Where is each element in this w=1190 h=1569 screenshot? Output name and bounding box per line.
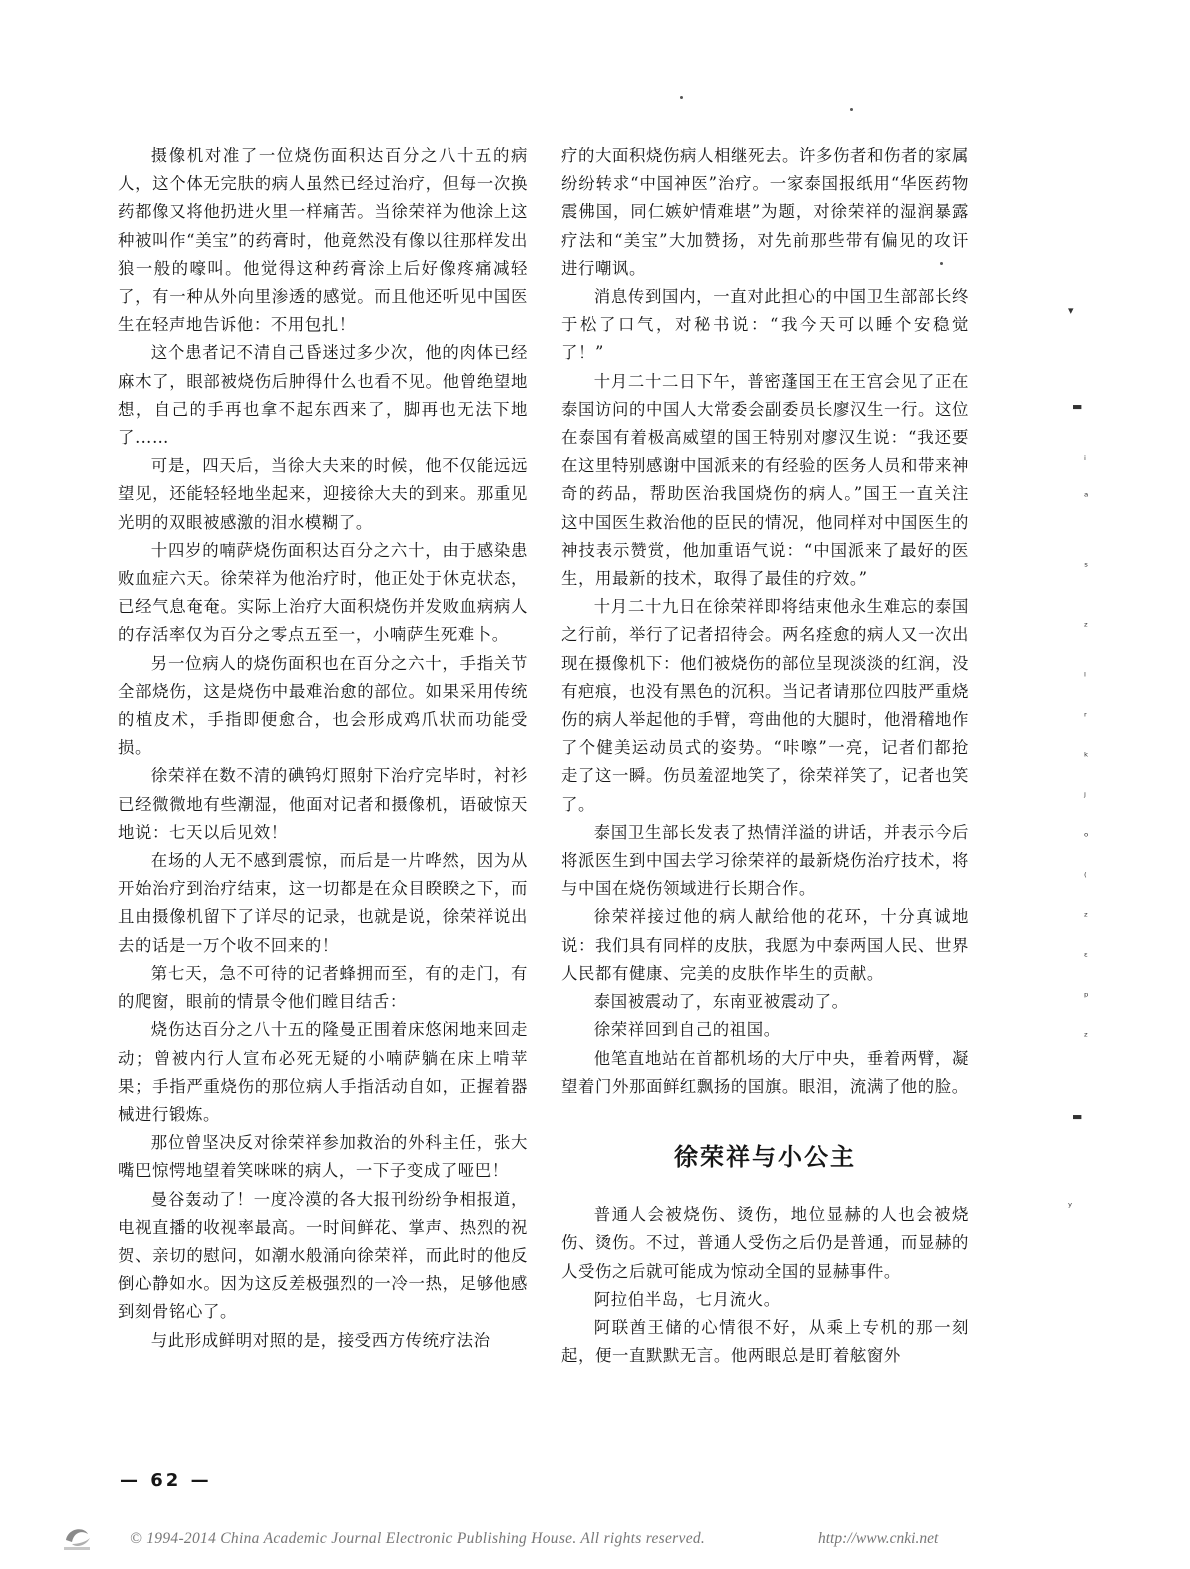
paragraph: 泰国被震动了，东南亚被震动了。 [593,992,849,1012]
scan-mark: ᶻ [1084,1030,1089,1043]
paragraph: 十月二十二日下午，普密蓬国王在王宫会见了正在泰国访问的中国人大常委会副委员长廖汉生一行。这位在泰国有着极高威望的国王特别对廖汉生说：“我还要在这里特别感谢中国派来的有经验的医务人员和带来神奇的药品，帮助医治我国烧伤的病人。”国王一直关注这中国医生救治他的臣民的情况，他同样对中国医生的神技表示赞赏，他加重语气说：“中国派来了最好的医生，用最新的技术，取得了最佳的疗效。” [561,371,969,589]
paragraph: 徐荣祥接过他的病人献给他的花环，十分真诚地说：我们具有同样的皮肤，我愿为中泰两国人民、世界人民都有健康、完美的皮肤作毕生的贡献。 [561,907,969,983]
paragraph: 烧伤达百分之八十五的隆曼正围着床悠闲地来回走动；曾被内行人宣布必死无疑的小喃萨躺在床上啃苹果；手指严重烧伤的那位病人手指活动自如，正握着器械进行锻炼。 [118,1020,528,1124]
left-column [118,142,528,1355]
right-column [561,142,969,1370]
copyright-notice: © 1994-2014 China Academic Journal Electronic Publishing House. All rights reserved. [130,1530,706,1547]
paragraph: 阿拉伯半岛，七月流火。 [593,1289,781,1309]
scan-mark: ˢ [1084,560,1089,573]
paragraph: 这个患者记不清自己昏迷过多少次，他的肉体已经麻木了，眼部被烧伤后肿得什么也看不见。他曾绝望地想，自己的手再也拿不起东西来了，脚再也无法下地了…… [118,343,528,448]
paragraph: 泰国卫生部长发表了热情洋溢的讲话，并表示今后将派医生到中国去学习徐荣祥的最新烧伤治疗技术，将与中国在烧伤领域进行长期合作。 [561,822,969,899]
section-title: 徐荣祥与小公主 [674,1142,856,1171]
paragraph: 普通人会被烧伤、烫伤，地位显赫的人也会被烧伤、烫伤。不过，普通人受伤之后仍是普通，而显赫的人受伤之后就可能成为惊动全国的显赫事件。 [561,1205,969,1281]
scan-mark: ᵋ [1084,950,1088,963]
scan-mark: ˡ [1084,670,1086,683]
paragraph: 徐荣祥回到自己的祖国。 [593,1020,781,1040]
scan-mark: ᵏ [1084,750,1089,763]
page-number: — 62 — [120,1470,212,1491]
scan-speck [850,108,853,111]
scan-mark: ▬ [1072,1110,1083,1123]
scan-mark: ᵖ [1084,990,1089,1003]
scan-margin-marks [1060,290,1120,1230]
scan-speck [680,96,683,99]
cnki-logo-icon [60,1520,96,1552]
paragraph: 另一位病人的烧伤面积也在百分之六十，手指关节全部烧伤，这是烧伤中最难治愈的部位。如果采用传统的植皮术，手指即便愈合，也会形成鸡爪状而功能受损。 [118,653,528,758]
paragraph: 阿联酋王储的心情很不好，从乘上专机的那一刻起，便一直默默无言。他两眼总是盯着舷窗外 [561,1317,969,1366]
paragraph: 摄像机对准了一位烧伤面积达百分之八十五的病人，这个体无完肤的病人虽然已经过治疗，但每一次换药都像又将他扔进火里一样痛苦。当徐荣祥为他涂上这种被叫作“美宝”的药膏时，他竟然没有像以往那样发出狼一般的嚎叫。他觉得这种药膏涂上后好像疼痛减轻了，有一种从外向里渗透的感觉。而且他还听见中国医生在轻声地告诉他：不用包扎！ [118,146,528,335]
scan-mark: ᵢ [1084,450,1086,463]
scan-mark: ⁽ [1084,870,1087,883]
scan-mark: ʳ [1084,710,1087,723]
paragraph: 他笔直地站在首都机场的大厅中央，垂着两臂，凝望着门外那面鲜红飘扬的国旗。眼泪，流满了他的脸。 [561,1048,969,1096]
scan-mark: ᶻ [1084,620,1089,633]
paragraph: 可是，四天后，当徐大夫来的时候，他不仅能远远望见，还能轻轻地坐起来，迎接徐大夫的到来。那重见光明的双眼被感激的泪水模糊了。 [118,456,528,532]
paragraph: 十月二十九日在徐荣祥即将结束他永生难忘的泰国之行前，举行了记者招待会。两名痊愈的病人又一次出现在摄像机下：他们被烧伤的部位呈现淡淡的红润，没有疤痕，也没有黑色的沉积。当记者请那位四肢严重烧伤的病人举起他的手臂，弯曲他的大腿时，他滑稽地作了个健美运动员式的姿势。“咔嚓”一亮，记者们都抢走了这一瞬。伤员羞涩地笑了，徐荣祥笑了，记者也笑了。 [561,597,969,814]
scan-mark: ʲ [1084,790,1086,803]
scan-mark: ᵃ [1084,490,1089,503]
paragraph: 那位曾坚决反对徐荣祥参加救治的外科主任，张大嘴巴惊愕地望着笑咪咪的病人，一下子变成了哑巴！ [118,1133,528,1181]
paragraph: 徐荣祥在数不清的碘钨灯照射下治疗完毕时，衬衫已经微微地有些潮湿，他面对记者和摄像机，语破惊天地说：七天以后见效！ [118,766,528,842]
scan-mark: ▾ [1068,304,1074,317]
paragraph: 与此形成鲜明对照的是，接受西方传统疗法治 [150,1330,491,1350]
scan-mark: ▬ [1072,400,1083,413]
scan-mark: ᶻ [1084,910,1089,923]
paragraph: 消息传到国内，一直对此担心的中国卫生部部长终于松了口气，对秘书说：“我今天可以睡个安稳觉了！” [561,287,969,363]
paragraph: 在场的人无不感到震惊，而后是一片哗然，因为从开始治疗到治疗结束，这一切都是在众目睽睽之下，而且由摄像机留下了详尽的记录，也就是说，徐荣祥说出去的话是一万个收不回来的！ [118,851,528,955]
paragraph: 十四岁的喃萨烧伤面积达百分之六十，由于感染患败血症六天。徐荣祥为他治疗时，他正处于休克状态，已经气息奄奄。实际上治疗大面积烧伤并发败血病病人的存活率仅为百分之零点五至一，小喃萨生死难卜。 [118,540,528,645]
footer-url-link[interactable]: http://www.cnki.net [818,1530,939,1547]
scan-mark: ʸ [1068,1200,1073,1213]
scan-mark: ᵒ [1084,830,1089,843]
paragraph: 曼谷轰动了！一度冷漠的各大报刊纷纷争相报道，电视直播的收视率最高。一时间鲜花、掌声、热烈的祝贺、亲切的慰问，如潮水般涌向徐荣祥，而此时的他反倒心静如水。因为这反差极强烈的一冷一热，足够他感到刻骨铭心了。 [118,1189,528,1322]
paragraph: 第七天，急不可待的记者蜂拥而至，有的走门，有的爬窗，眼前的情景令他们瞠目结舌： [118,963,528,1012]
footer [60,1518,1180,1558]
scan-speck [940,262,943,265]
paragraph: 疗的大面积烧伤病人相继死去。许多伤者和伤者的家属纷纷转求“中国神医”治疗。一家泰国报纸用“华医药物震佛国，同仁嫉妒情难堪”为题，对徐荣祥的湿润暴露疗法和“美宝”大加赞扬，对先前那些带有偏见的攻讦进行嘲讽。 [561,146,969,278]
